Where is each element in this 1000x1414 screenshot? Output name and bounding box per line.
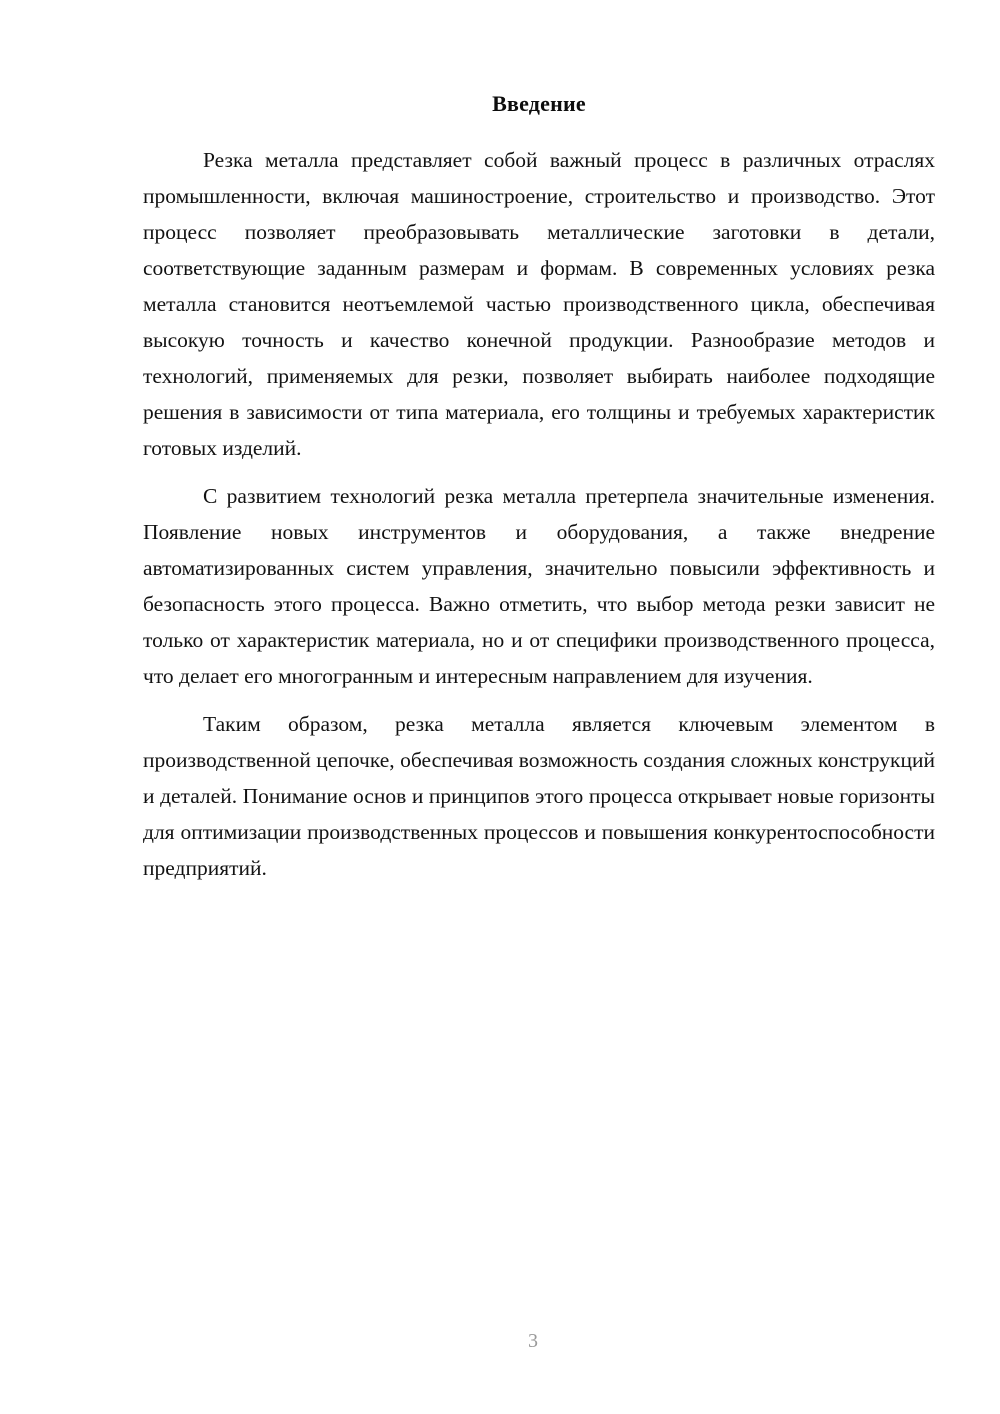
page-title: Введение — [492, 91, 586, 116]
page-number: 3 — [528, 1330, 538, 1352]
body-paragraph-1: Резка металла представляет собой важный процесс в различных отраслях промышленности, включая машиностроение, строительство и производство. Этот процесс позволяет преобразовывать металлические заготовки в детали, соответствующие заданным размерам и формам. В современных условиях резка металла становится неотъемлемой частью производственного цикла, обеспечивая высокую точность и качество конечной продукции. Разнообразие методов и технологий, применяемых для резки, позволяет выбирать наиболее подходящие решения в зависимости от типа материала, его толщины и требуемых характеристик готовых изделий. — [143, 148, 935, 460]
body-paragraph-2: С развитием технологий резка металла претерпела значительные изменения. Появление новых инструментов и оборудования, а также внедрение автоматизированных систем управления, значительно повысили эффективность и безопасность этого процесса. Важно отметить, что выбор метода резки зависит не только от характеристик материала, но и от специфики производственного процесса, что делает его многогранным и интересным направлением для изучения. — [143, 484, 935, 688]
body-paragraph-3: Таким образом, резка металла является ключевым элементом в производственной цепочке, обеспечивая возможность создания сложных конструкций и деталей. Понимание основ и принципов этого процесса открывает новые горизонты для оптимизации производственных процессов и повышения конкурентоспособности предприятий. — [143, 712, 935, 880]
page-content — [143, 88, 935, 886]
